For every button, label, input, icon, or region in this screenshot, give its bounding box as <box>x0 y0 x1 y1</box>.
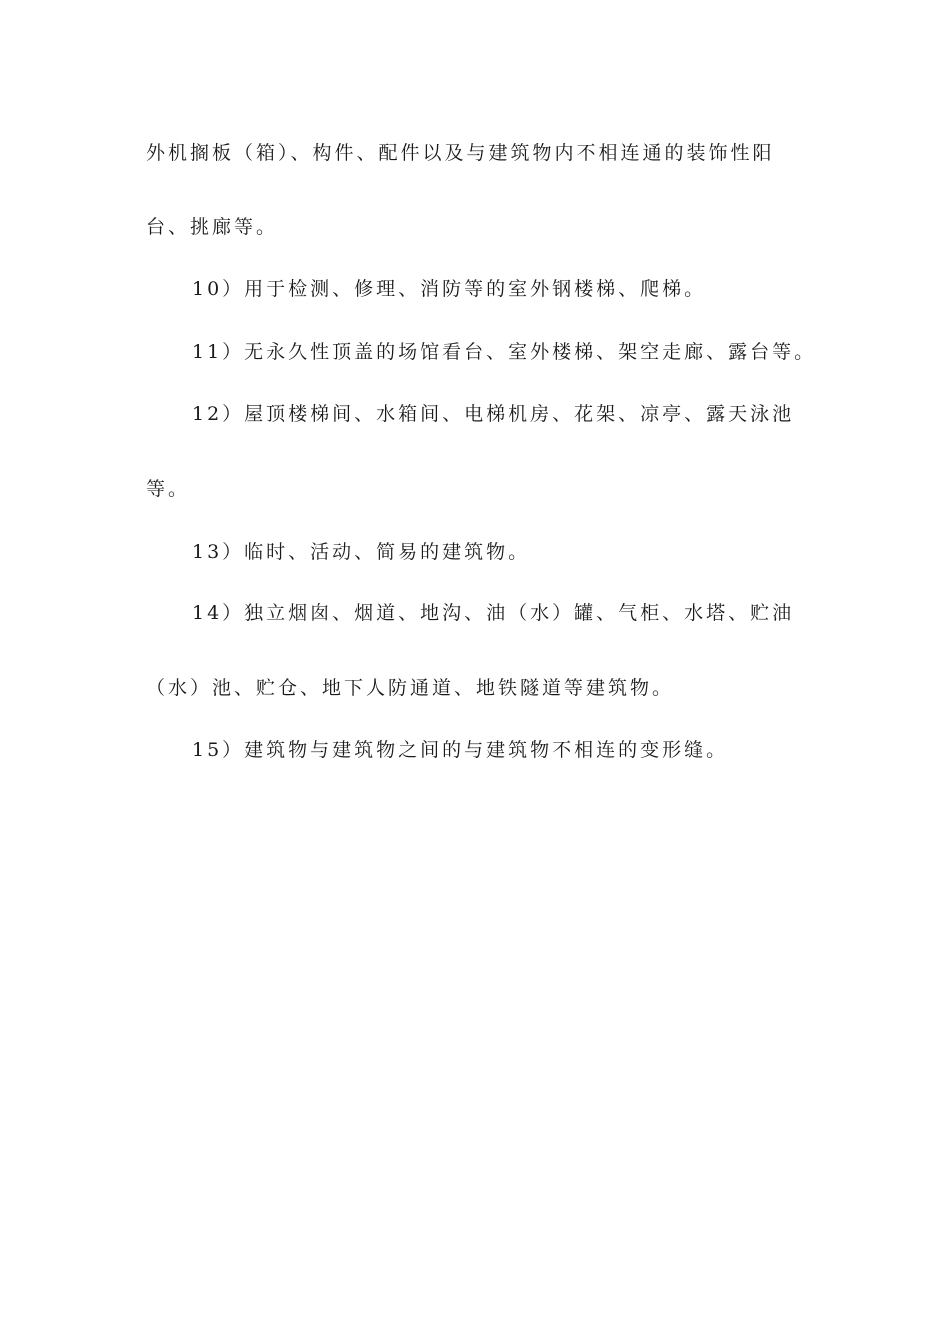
list-item-15: 15）建筑物与建筑物之间的与建筑物不相连的变形缝。 <box>192 739 729 761</box>
paragraph-line: 台、挑廊等。 <box>146 216 279 238</box>
paragraph-line: 外机搁板（箱）、构件、配件以及与建筑物内不相连通的装饰性阳 <box>146 142 775 164</box>
list-item-13: 13）临时、活动、简易的建筑物。 <box>192 541 531 563</box>
list-item-14: 14）独立烟囱、烟道、地沟、油（水）罐、气柜、水塔、贮油 <box>192 602 795 624</box>
list-item-11: 11）无永久性顶盖的场馆看台、室外楼梯、架空走廊、露台等。 <box>192 341 817 363</box>
paragraph-line: 等。 <box>146 478 191 500</box>
list-item-10: 10）用于检测、修理、消防等的室外钢楼梯、爬梯。 <box>192 278 707 300</box>
paragraph-line: （水）池、贮仓、地下人防通道、地铁隧道等建筑物。 <box>146 677 675 699</box>
list-item-12: 12）屋顶楼梯间、水箱间、电梯机房、花架、凉亭、露天泳池 <box>192 403 795 425</box>
